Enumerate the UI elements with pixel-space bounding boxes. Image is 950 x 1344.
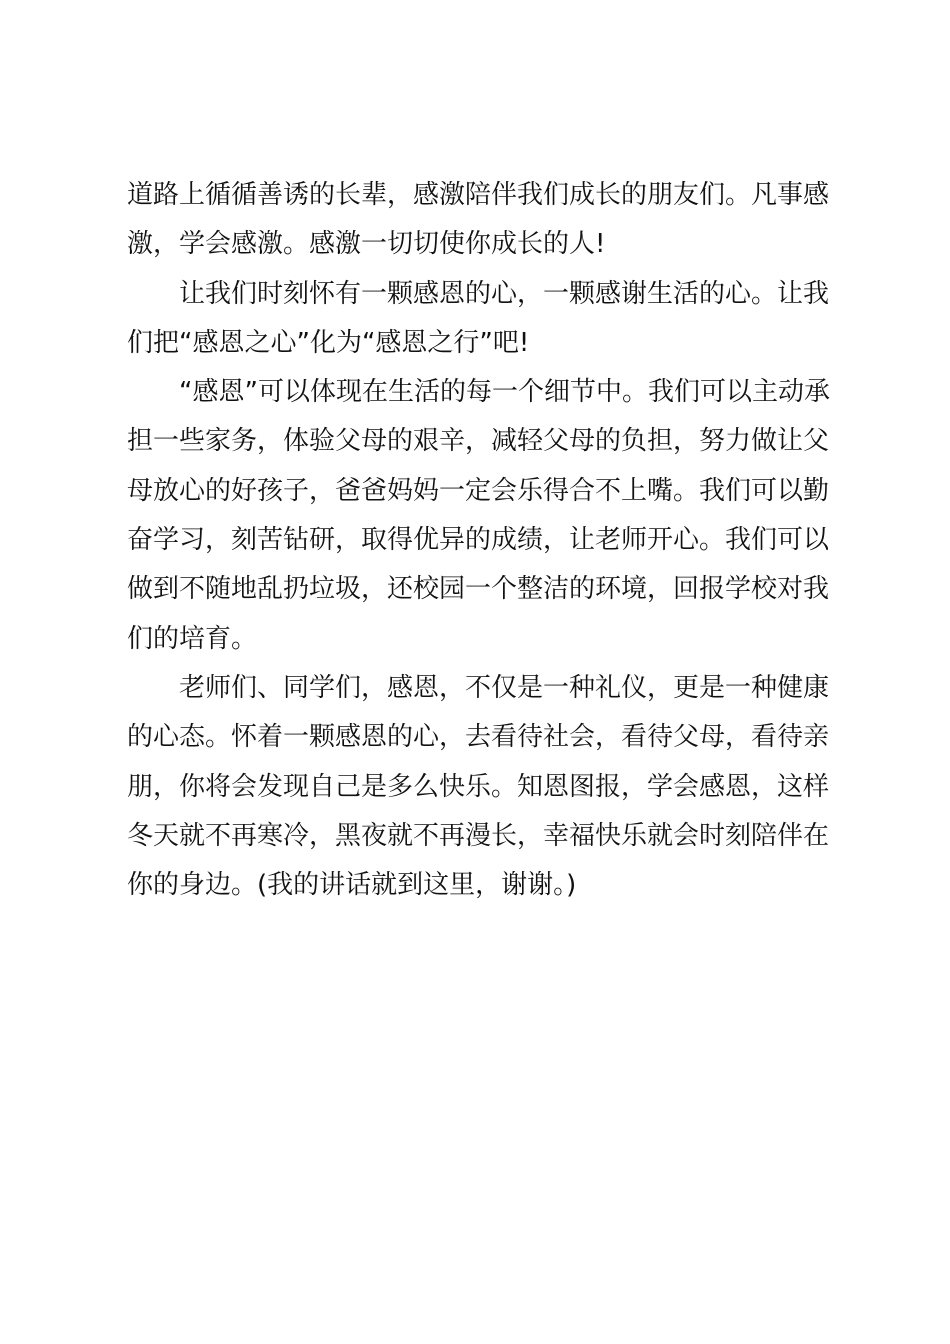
- document-body: [127, 171, 832, 910]
- text-line: 你的身边。(我的讲话就到这里，谢谢。): [127, 870, 577, 901]
- text-line: 们把“感恩之心”化为“感恩之行”吧!: [127, 327, 530, 358]
- text-line: 们的培育。: [127, 623, 258, 654]
- text-line: 的心态。怀着一颗感恩的心，去看待社会，看待父母，看待亲: [127, 722, 830, 753]
- text-line: 母放心的好孩子，爸爸妈妈一定会乐得合不上嘴。我们可以勤: [127, 475, 830, 506]
- text-line: 道路上循循善诱的长辈，感激陪伴我们成长的朋友们。凡事感: [127, 180, 830, 210]
- text-line: 做到不随地乱扔垃圾，还校园一个整洁的环境，回报学校对我: [127, 574, 830, 605]
- text-line: 冬天就不再寒冷，黑夜就不再漫长，幸福快乐就会时刻陪伴在: [127, 820, 830, 851]
- text-line: 奋学习，刻苦钻研，取得优异的成绩，让老师开心。我们可以: [127, 525, 830, 556]
- text-line: 激，学会感激。感激一切切使你成长的人!: [127, 229, 606, 260]
- paragraph-start-line: 老师们、同学们，感恩，不仅是一种礼仪，更是一种健康: [179, 672, 830, 703]
- paragraph-start-line: 让我们时刻怀有一颗感恩的心，一颗感谢生活的心。让我: [179, 278, 830, 309]
- paragraph-start-line: “感恩”可以体现在生活的每一个细节中。我们可以主动承: [179, 377, 830, 408]
- text-line: 朋，你将会发现自己是多么快乐。知恩图报，学会感恩，这样: [127, 771, 830, 802]
- text-line: 担一些家务，体验父母的艰辛，减轻父母的负担，努力做让父: [127, 426, 830, 457]
